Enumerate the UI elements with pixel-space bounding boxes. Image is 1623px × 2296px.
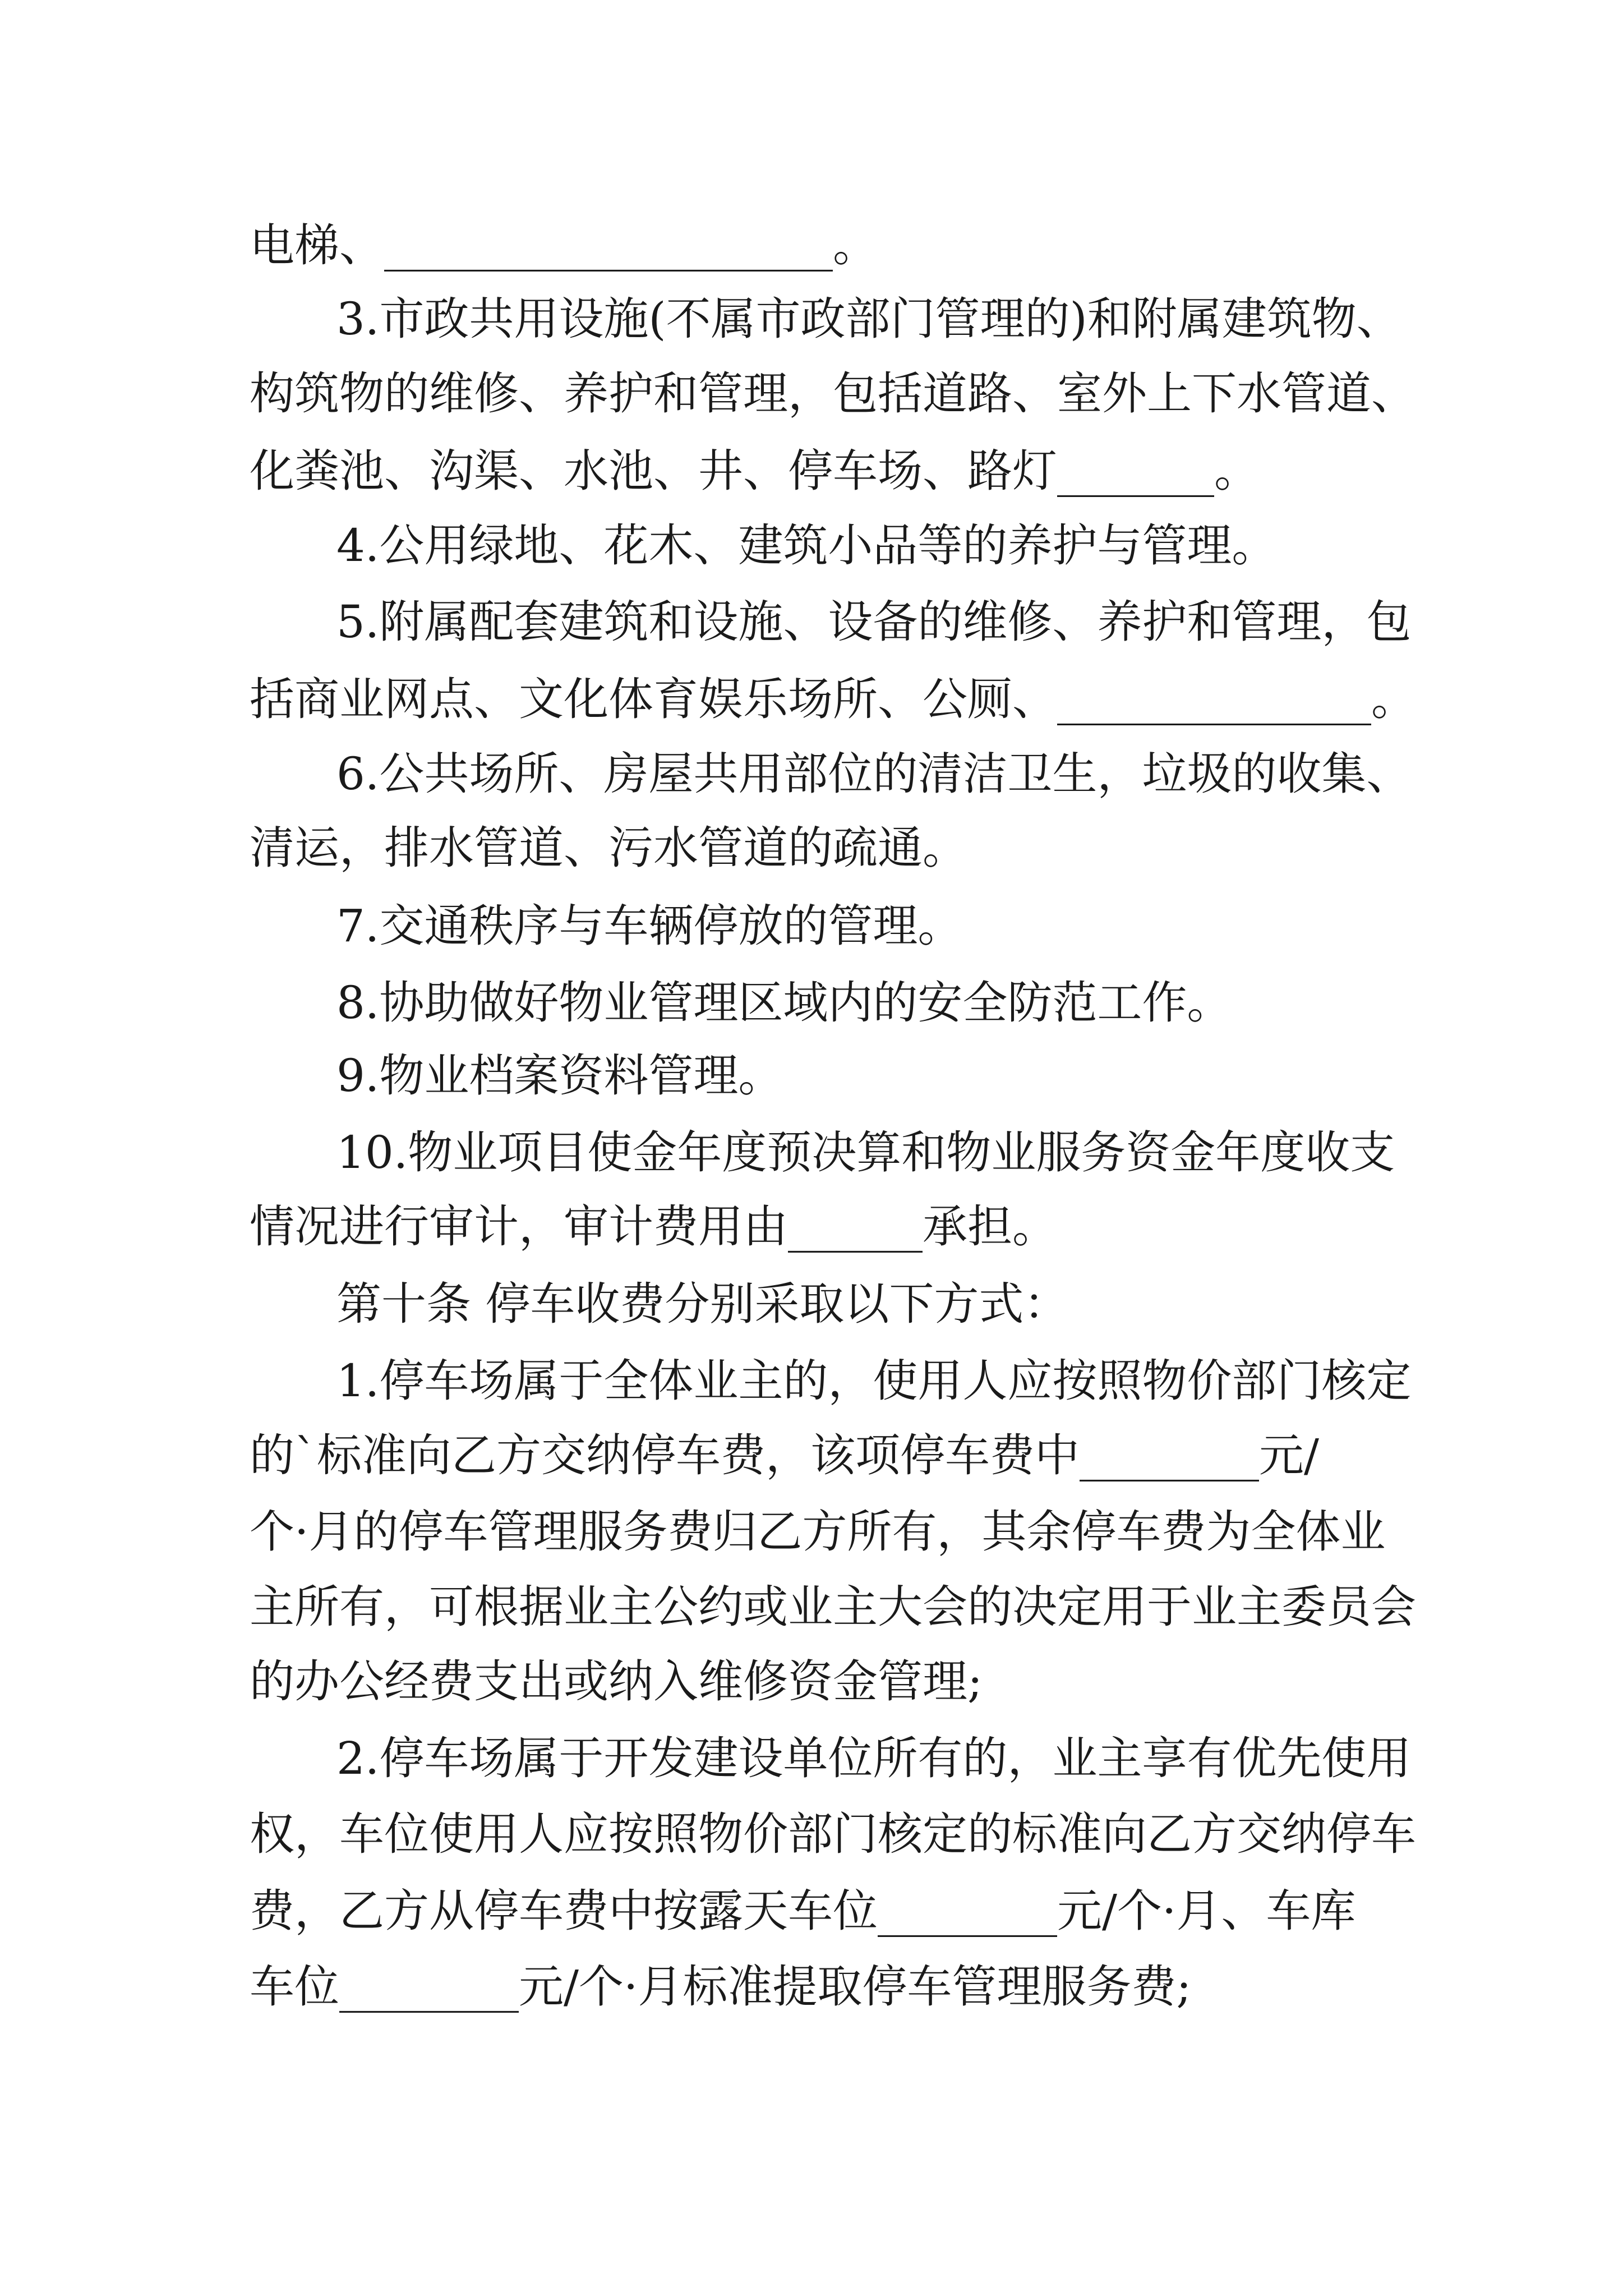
text-line: 的`标准向乙方交纳停车费，该项停车费中________元/ xyxy=(250,1429,1319,1481)
text-line: 主所有，可根据业主公约或业主大会的决定用于业主委员会 xyxy=(250,1581,1416,1633)
text-line: 情况进行审计，审计费用由______承担。 xyxy=(250,1200,1057,1253)
text-line: 1.停车场属于全体业主的，使用人应按照物价部门核定 xyxy=(336,1355,1412,1407)
text-line: 3.市政共用设施(不属市政部门管理的)和附属建筑物、 xyxy=(336,293,1401,345)
text-line: 4.公用绿地、花木、建筑小品等的养护与管理。 xyxy=(336,519,1277,572)
text-line: 清运，排水管道、污水管道的疏通。 xyxy=(250,822,967,874)
text-line: 8.协助做好物业管理区域内的安全防范工作。 xyxy=(336,977,1232,1029)
text-line: 5.附属配套建筑和设施、设备的维修、养护和管理，包 xyxy=(336,596,1412,648)
text-line: 个·月的停车管理服务费归乙方所有，其余停车费为全体业 xyxy=(250,1506,1386,1558)
text-line: 10.物业项目使金年度预决算和物业服务资金年度收支 xyxy=(336,1126,1395,1179)
text-line: 构筑物的维修、养护和管理，包括道路、室外上下水管道、 xyxy=(250,367,1416,420)
text-line: 6.公共场所、房屋共用部位的清洁卫生，垃圾的收集、 xyxy=(336,748,1412,800)
text-line: 7.交通秩序与车辆停放的管理。 xyxy=(336,900,963,952)
text-line: 权，车位使用人应按照物价部门核定的标准向乙方交纳停车 xyxy=(250,1808,1416,1860)
text-line: 车位________元/个·月标准提取停车管理服务费; xyxy=(250,1961,1192,2013)
text-line: 括商业网点、文化体育娱乐场所、公厕、______________。 xyxy=(250,673,1416,725)
text-line: 费，乙方从停车费中按露天车位________元/个·月、车库 xyxy=(250,1885,1356,1937)
text-line: 化粪池、沟渠、水池、井、停车场、路灯_______。 xyxy=(250,445,1259,497)
text-line: 2.停车场属于开发建设单位所有的，业主享有优先使用 xyxy=(336,1732,1412,1784)
text-line: 的办公经费支出或纳入维修资金管理; xyxy=(250,1655,983,1708)
text-line: 9.物业档案资料管理。 xyxy=(336,1050,783,1102)
section-heading: 第十条 停车收费分别采取以下方式： xyxy=(336,1278,1069,1330)
text-line: 电梯、____________________。 xyxy=(250,219,878,272)
